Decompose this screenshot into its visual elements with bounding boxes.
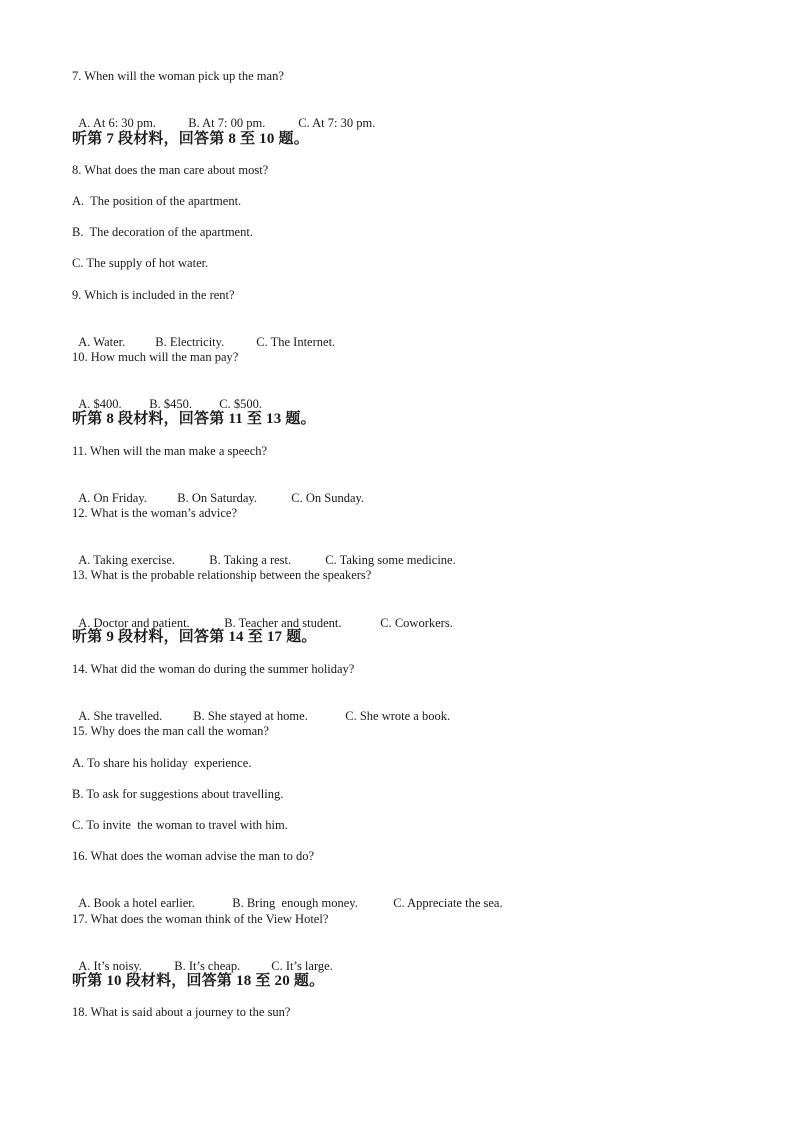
q13-option-a: A. Doctor and patient. <box>78 616 190 630</box>
q10-option-c: C. $500. <box>219 397 262 411</box>
q13-option-b: B. Teacher and student. <box>224 616 342 630</box>
q14-stem: 14. What did the woman do during the summer holiday? <box>72 662 355 676</box>
q10-option-a: A. $400. <box>78 397 122 411</box>
q11-option-c: C. On Sunday. <box>291 491 365 505</box>
q16-option-a: A. Book a hotel earlier. <box>78 896 195 910</box>
q9-option-c: C. The Internet. <box>256 335 336 349</box>
q12-option-c: C. Taking some medicine. <box>325 553 456 567</box>
q9-option-a: A. Water. <box>78 335 126 349</box>
q12-stem: 12. What is the woman’s advice? <box>72 506 238 520</box>
q13-stem: 13. What is the probable relationship between the speakers? <box>72 568 372 582</box>
q13-option-c: C. Coworkers. <box>380 616 453 630</box>
section-heading-10: 听第 10 段材料，回答第 18 至 20 题。 <box>72 973 325 989</box>
section-heading-7: 听第 7 段材料，回答第 8 至 10 题。 <box>72 131 309 147</box>
q15-option-c: C. To invite the woman to travel with him. <box>72 818 288 832</box>
q8-option-c: C. The supply of hot water. <box>72 256 209 270</box>
q16-option-c: C. Appreciate the sea. <box>393 896 503 910</box>
q8-option-b: B. The decoration of the apartment. <box>72 225 253 239</box>
q10-stem: 10. How much will the man pay? <box>72 350 239 364</box>
q17-options <box>72 942 333 974</box>
q9-options <box>72 318 335 350</box>
q17-option-a: A. It’s noisy. <box>78 959 143 973</box>
q7-stem: 7. When will the woman pick up the man? <box>72 69 284 83</box>
q11-stem: 11. When will the man make a speech? <box>72 444 268 458</box>
q15-option-b: B. To ask for suggestions about travelling. <box>72 787 284 801</box>
q17-stem: 17. What does the woman think of the View Hotel? <box>72 912 329 926</box>
q7-option-a: A. At 6: 30 pm. <box>78 116 157 130</box>
q11-options <box>72 474 364 506</box>
q14-option-a: A. She travelled. <box>78 709 163 723</box>
q12-options <box>72 536 456 568</box>
q16-option-b: B. Bring enough money. <box>232 896 358 910</box>
q7-options <box>72 99 375 131</box>
section-heading-8: 听第 8 段材料，回答第 11 至 13 题。 <box>72 411 316 427</box>
q11-option-a: A. On Friday. <box>78 491 147 505</box>
q16-stem: 16. What does the woman advise the man to do? <box>72 849 315 863</box>
q17-option-b: B. It’s cheap. <box>174 959 241 973</box>
q18-stem: 18. What is said about a journey to the sun? <box>72 1005 291 1019</box>
q8-option-a: A. The position of the apartment. <box>72 194 242 208</box>
q7-option-c: C. At 7: 30 pm. <box>298 116 376 130</box>
q7-option-b: B. At 7: 00 pm. <box>188 116 266 130</box>
q12-option-a: A. Taking exercise. <box>78 553 176 567</box>
q9-stem: 9. Which is included in the rent? <box>72 288 235 302</box>
q14-option-b: B. She stayed at home. <box>193 709 308 723</box>
q13-options <box>72 599 453 631</box>
q8-stem: 8. What does the man care about most? <box>72 163 269 177</box>
q14-options <box>72 692 450 724</box>
q10-option-b: B. $450. <box>149 397 192 411</box>
q17-option-c: C. It’s large. <box>271 959 333 973</box>
section-heading-9: 听第 9 段材料，回答第 14 至 17 题。 <box>72 629 317 645</box>
q14-option-c: C. She wrote a book. <box>345 709 451 723</box>
q12-option-b: B. Taking a rest. <box>209 553 292 567</box>
q16-options <box>72 879 503 911</box>
q15-option-a: A. To share his holiday experience. <box>72 756 252 770</box>
q10-options <box>72 380 262 412</box>
q15-stem: 15. Why does the man call the woman? <box>72 724 269 738</box>
q9-option-b: B. Electricity. <box>155 335 225 349</box>
q11-option-b: B. On Saturday. <box>177 491 257 505</box>
